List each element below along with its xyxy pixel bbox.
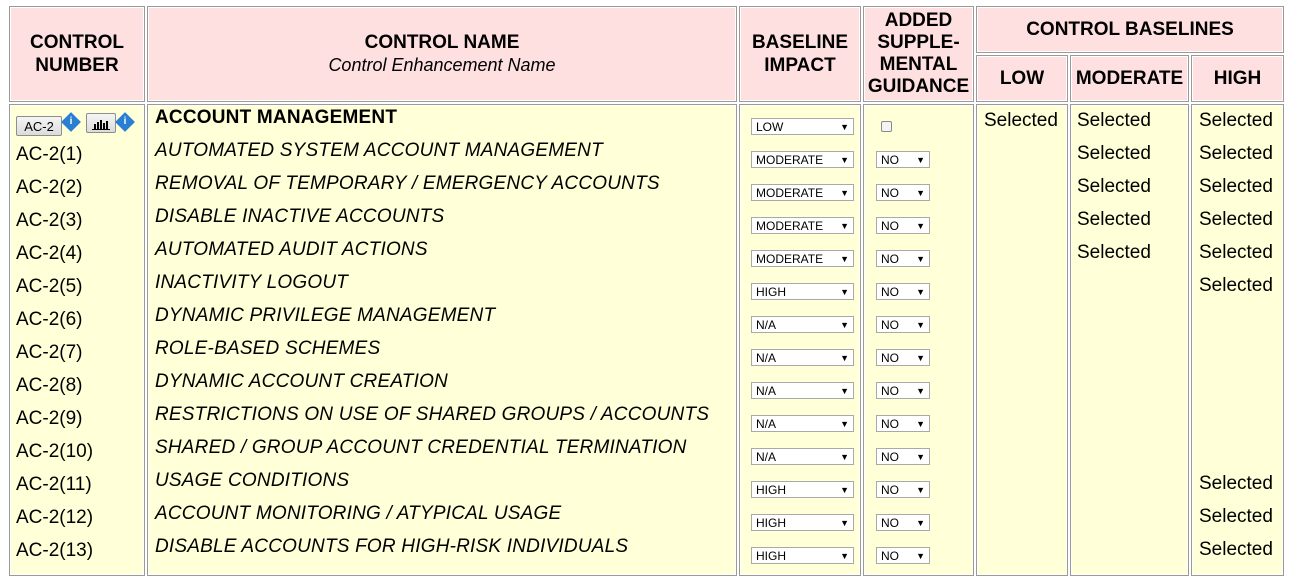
- dropdown-arrow-icon: ▼: [916, 287, 925, 297]
- baseline-high: Selected: [1199, 539, 1273, 560]
- baseline-impact-select[interactable]: [751, 316, 854, 333]
- dropdown-arrow-icon: ▼: [916, 551, 925, 561]
- supplemental-guidance-select[interactable]: [876, 514, 930, 531]
- baseline-impact-select[interactable]: [751, 481, 854, 498]
- supplemental-guidance-select[interactable]: [876, 283, 930, 300]
- baseline-low: Selected: [984, 110, 1058, 131]
- control-name: DYNAMIC PRIVILEGE MANAGEMENT: [155, 305, 496, 326]
- control-name: REMOVAL OF TEMPORARY / EMERGENCY ACCOUNTS: [155, 173, 660, 194]
- table-row: [0, 369, 1298, 402]
- select-value: NO: [881, 285, 899, 299]
- control-name: AUTOMATED SYSTEM ACCOUNT MANAGEMENT: [155, 140, 603, 161]
- select-value: HIGH: [756, 516, 786, 530]
- baseline-impact-select[interactable]: [751, 382, 854, 399]
- header-text: GUIDANCE: [867, 76, 970, 97]
- table-row: [0, 303, 1298, 336]
- control-name: DISABLE INACTIVE ACCOUNTS: [155, 206, 445, 227]
- supplemental-guidance-select[interactable]: [876, 217, 930, 234]
- select-value: NO: [881, 549, 899, 563]
- header-high: [1191, 55, 1284, 102]
- control-name: ACCOUNT MANAGEMENT: [155, 107, 398, 128]
- select-value: MODERATE: [756, 186, 824, 200]
- supplemental-guidance-select[interactable]: [876, 448, 930, 465]
- control-name: AUTOMATED AUDIT ACTIONS: [155, 239, 428, 260]
- select-value: N/A: [756, 318, 777, 332]
- table-row: [0, 402, 1298, 435]
- control-name: SHARED / GROUP ACCOUNT CREDENTIAL TERMINATION: [155, 437, 687, 458]
- baseline-impact-select[interactable]: [751, 547, 854, 564]
- dropdown-arrow-icon: ▼: [840, 386, 849, 396]
- baseline-impact-select[interactable]: [751, 250, 854, 267]
- dropdown-arrow-icon: ▼: [840, 353, 849, 363]
- baseline-impact-select[interactable]: [751, 415, 854, 432]
- control-name: USAGE CONDITIONS: [155, 470, 350, 491]
- select-value: NO: [881, 384, 899, 398]
- dropdown-arrow-icon: ▼: [840, 551, 849, 561]
- dropdown-arrow-icon: ▼: [840, 254, 849, 264]
- baseline-moderate: Selected: [1077, 143, 1151, 164]
- supplemental-guidance-select[interactable]: [876, 151, 930, 168]
- header-text: LOW: [999, 68, 1045, 89]
- dropdown-arrow-icon: ▼: [916, 485, 925, 495]
- baseline-high: Selected: [1199, 506, 1273, 527]
- control-number: AC-2(5): [16, 276, 83, 297]
- select-value: MODERATE: [756, 252, 824, 266]
- dropdown-arrow-icon: ▼: [916, 386, 925, 396]
- control-name: ACCOUNT MONITORING / ATYPICAL USAGE: [155, 503, 562, 524]
- baseline-moderate: Selected: [1077, 209, 1151, 230]
- select-value: NO: [881, 318, 899, 332]
- header-text: MENTAL: [879, 54, 958, 75]
- control-name: ROLE-BASED SCHEMES: [155, 338, 381, 359]
- select-value: NO: [881, 351, 899, 365]
- baseline-high: Selected: [1199, 143, 1273, 164]
- baseline-impact-select[interactable]: [751, 349, 854, 366]
- select-value: NO: [881, 417, 899, 431]
- header-text: HIGH: [1213, 68, 1262, 89]
- header-moderate: [1070, 55, 1189, 102]
- control-number: AC-2(7): [16, 342, 83, 363]
- baseline-impact-select[interactable]: [751, 514, 854, 531]
- select-value: LOW: [756, 120, 784, 134]
- table-row: [0, 501, 1298, 534]
- dropdown-arrow-icon: ▼: [840, 221, 849, 231]
- select-value: HIGH: [756, 483, 786, 497]
- control-number: AC-2(9): [16, 408, 83, 429]
- select-value: NO: [881, 186, 899, 200]
- dropdown-arrow-icon: ▼: [916, 419, 925, 429]
- baseline-moderate: Selected: [1077, 242, 1151, 263]
- supplemental-guidance-select[interactable]: [876, 481, 930, 498]
- header-baseline-impact: [739, 6, 861, 102]
- select-value: HIGH: [756, 285, 786, 299]
- select-value: N/A: [756, 450, 777, 464]
- control-name: DISABLE ACCOUNTS FOR HIGH-RISK INDIVIDUALS: [155, 536, 629, 557]
- table-row: [0, 105, 1298, 138]
- dropdown-arrow-icon: ▼: [840, 122, 849, 132]
- baseline-high: Selected: [1199, 110, 1273, 131]
- baseline-high: Selected: [1199, 242, 1273, 263]
- dropdown-arrow-icon: ▼: [916, 353, 925, 363]
- baseline-impact-select[interactable]: [751, 217, 854, 234]
- supplemental-guidance-checkbox[interactable]: [881, 121, 892, 132]
- dropdown-arrow-icon: ▼: [840, 188, 849, 198]
- dropdown-arrow-icon: ▼: [916, 320, 925, 330]
- dropdown-arrow-icon: ▼: [840, 320, 849, 330]
- dropdown-arrow-icon: ▼: [840, 419, 849, 429]
- control-number: AC-2(4): [16, 243, 83, 264]
- control-number: AC-2(13): [16, 540, 94, 561]
- select-value: NO: [881, 252, 899, 266]
- select-value: NO: [881, 516, 899, 530]
- table-row: [0, 171, 1298, 204]
- select-value: N/A: [756, 417, 777, 431]
- header-low: [976, 55, 1068, 102]
- table-row: [0, 204, 1298, 237]
- table-row: [0, 270, 1298, 303]
- table-row: [0, 468, 1298, 501]
- control-number: AC-2(2): [16, 177, 83, 198]
- control-number: AC-2(12): [16, 507, 94, 528]
- header-control-baselines: [976, 6, 1284, 53]
- baseline-impact-select[interactable]: [751, 448, 854, 465]
- select-value: NO: [881, 450, 899, 464]
- control-name: RESTRICTIONS ON USE OF SHARED GROUPS / ACCOUNTS: [155, 404, 710, 425]
- dropdown-arrow-icon: ▼: [840, 485, 849, 495]
- supplemental-guidance-select[interactable]: [876, 547, 930, 564]
- header-control-name: [147, 6, 737, 102]
- control-number: AC-2(6): [16, 309, 83, 330]
- header-text: SUPPLE-: [877, 32, 960, 53]
- table-row: [0, 336, 1298, 369]
- info-diamond-icon[interactable]: i: [115, 112, 135, 132]
- select-value: N/A: [756, 351, 777, 365]
- baseline-impact-select[interactable]: [751, 184, 854, 201]
- select-value: NO: [881, 219, 899, 233]
- select-value: NO: [881, 483, 899, 497]
- dropdown-arrow-icon: ▼: [840, 452, 849, 462]
- supplemental-guidance-select[interactable]: [876, 415, 930, 432]
- select-value: HIGH: [756, 549, 786, 563]
- header-text: BASELINE: [751, 32, 849, 53]
- dropdown-arrow-icon: ▼: [916, 518, 925, 528]
- dropdown-arrow-icon: ▼: [916, 452, 925, 462]
- header-text: IMPACT: [764, 55, 836, 76]
- baseline-high: Selected: [1199, 473, 1273, 494]
- dropdown-arrow-icon: ▼: [840, 155, 849, 165]
- supplemental-guidance-select[interactable]: [876, 316, 930, 333]
- header-subtext: Control Enhancement Name: [328, 55, 556, 75]
- header-text: NUMBER: [35, 55, 119, 76]
- control-number: AC-2(8): [16, 375, 83, 396]
- select-value: N/A: [756, 384, 777, 398]
- dropdown-arrow-icon: ▼: [840, 518, 849, 528]
- header-control-number: [9, 6, 145, 102]
- table-row: [0, 138, 1298, 171]
- select-value: NO: [881, 153, 899, 167]
- baseline-impact-select[interactable]: [751, 118, 854, 135]
- baseline-moderate: Selected: [1077, 176, 1151, 197]
- header-text: CONTROL NAME: [364, 32, 520, 53]
- table-row: [0, 534, 1298, 567]
- control-name: INACTIVITY LOGOUT: [155, 272, 349, 293]
- header-text: MODERATE: [1075, 68, 1184, 89]
- baseline-high: Selected: [1199, 176, 1273, 197]
- dropdown-arrow-icon: ▼: [916, 188, 925, 198]
- baseline-moderate: Selected: [1077, 110, 1151, 131]
- header-added-guidance: [863, 6, 974, 102]
- baseline-impact-select[interactable]: [751, 283, 854, 300]
- dropdown-arrow-icon: ▼: [916, 254, 925, 264]
- control-number: AC-2(10): [16, 441, 94, 462]
- dropdown-arrow-icon: ▼: [840, 287, 849, 297]
- select-value: MODERATE: [756, 219, 824, 233]
- supplemental-guidance-select[interactable]: [876, 250, 930, 267]
- dropdown-arrow-icon: ▼: [916, 155, 925, 165]
- control-number: AC-2(1): [16, 144, 83, 165]
- baseline-high: Selected: [1199, 209, 1273, 230]
- supplemental-guidance-select[interactable]: [876, 382, 930, 399]
- header-text: CONTROL BASELINES: [1026, 19, 1234, 40]
- control-number: AC-2(11): [16, 474, 92, 495]
- dropdown-arrow-icon: ▼: [916, 221, 925, 231]
- supplemental-guidance-select[interactable]: [876, 184, 930, 201]
- supplemental-guidance-select[interactable]: [876, 349, 930, 366]
- baseline-impact-select[interactable]: [751, 151, 854, 168]
- select-value: MODERATE: [756, 153, 824, 167]
- header-text: ADDED: [884, 10, 953, 31]
- table-row: [0, 237, 1298, 270]
- baseline-high: Selected: [1199, 275, 1273, 296]
- control-button-label: AC-2: [24, 119, 54, 134]
- control-name: DYNAMIC ACCOUNT CREATION: [155, 371, 448, 392]
- header-text: CONTROL: [30, 32, 124, 53]
- info-diamond-icon[interactable]: i: [61, 112, 81, 132]
- table-row: [0, 435, 1298, 468]
- control-number: AC-2(3): [16, 210, 83, 231]
